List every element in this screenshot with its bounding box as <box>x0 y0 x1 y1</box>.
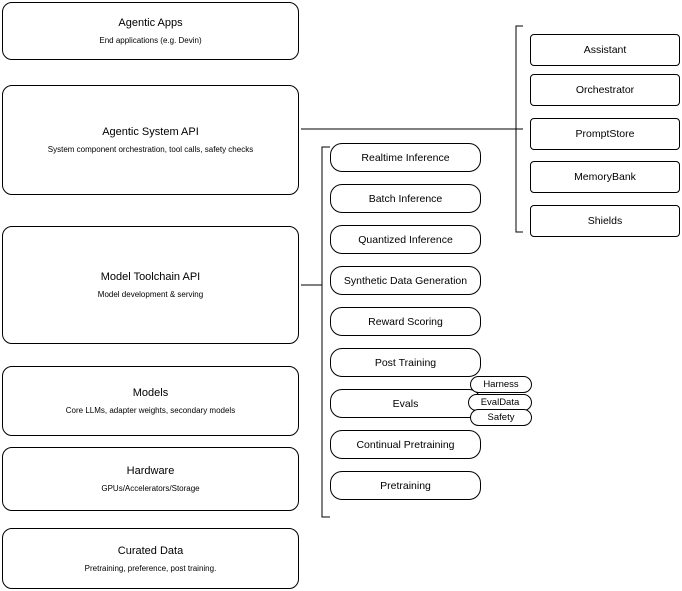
node-title: Reward Scoring <box>368 315 443 328</box>
stack-node-agentic-apps[interactable] <box>2 2 299 60</box>
toolchain-component-pretraining[interactable] <box>330 471 481 500</box>
node-title: Assistant <box>583 44 627 56</box>
node-title: Post Training <box>374 356 437 369</box>
toolchain-component-batch-inference[interactable] <box>330 184 481 213</box>
node-title: Pretraining <box>380 479 431 492</box>
node-subtitle: Core LLMs, adapter weights, secondary models <box>65 406 236 415</box>
node-title: Evals <box>392 397 419 410</box>
node-title: Model Toolchain API <box>100 271 201 283</box>
node-subtitle: Pretraining, preference, post training. <box>84 563 217 573</box>
toolchain-component-reward-scoring[interactable] <box>330 307 481 336</box>
agentic-component-assistant[interactable] <box>530 34 680 66</box>
node-title: Shields <box>587 215 623 227</box>
toolchain-component-post-training[interactable] <box>330 348 481 377</box>
node-subtitle: System component orchestration, tool calls, safety checks <box>47 145 254 154</box>
tag-label: Safety <box>487 412 515 423</box>
node-title: Batch Inference <box>368 192 443 205</box>
stack-node-model-toolchain-api[interactable] <box>2 226 299 344</box>
node-subtitle: GPUs/Accelerators/Storage <box>101 484 200 493</box>
node-title: Continual Pretraining <box>356 438 455 451</box>
node-title: MemoryBank <box>574 171 636 183</box>
tag-label: EvalData <box>480 397 520 408</box>
node-title: PromptStore <box>575 128 635 140</box>
node-subtitle: Model development & serving <box>97 290 204 299</box>
toolchain-component-synthetic-data-generation[interactable] <box>330 266 481 295</box>
agentic-component-memorybank[interactable] <box>530 161 680 193</box>
agentic-component-promptstore[interactable] <box>530 118 680 150</box>
node-title: Orchestrator <box>575 84 635 96</box>
node-subtitle: End applications (e.g. Devin) <box>99 36 202 45</box>
node-title: Agentic System API <box>102 126 199 138</box>
toolchain-component-realtime-inference[interactable] <box>330 143 481 172</box>
toolchain-component-evals[interactable] <box>330 389 481 418</box>
eval-tag-harness[interactable] <box>470 376 532 393</box>
tag-label: Harness <box>483 379 519 390</box>
stack-node-agentic-system-api[interactable] <box>2 85 299 195</box>
node-title: Agentic Apps <box>118 17 183 29</box>
node-title: Curated Data <box>117 544 184 557</box>
toolchain-component-quantized-inference[interactable] <box>330 225 481 254</box>
stack-node-curated-data[interactable] <box>2 528 299 589</box>
node-title: Realtime Inference <box>361 151 450 164</box>
node-title: Models <box>132 387 169 399</box>
stack-node-models[interactable] <box>2 366 299 436</box>
toolchain-component-continual-pretraining[interactable] <box>330 430 481 459</box>
agentic-component-orchestrator[interactable] <box>530 74 680 106</box>
node-title: Hardware <box>126 465 175 477</box>
eval-tag-safety[interactable] <box>470 409 532 426</box>
agentic-component-shields[interactable] <box>530 205 680 237</box>
stack-node-hardware[interactable] <box>2 447 299 511</box>
node-title: Quantized Inference <box>358 233 453 246</box>
node-title: Synthetic Data Generation <box>343 274 468 287</box>
